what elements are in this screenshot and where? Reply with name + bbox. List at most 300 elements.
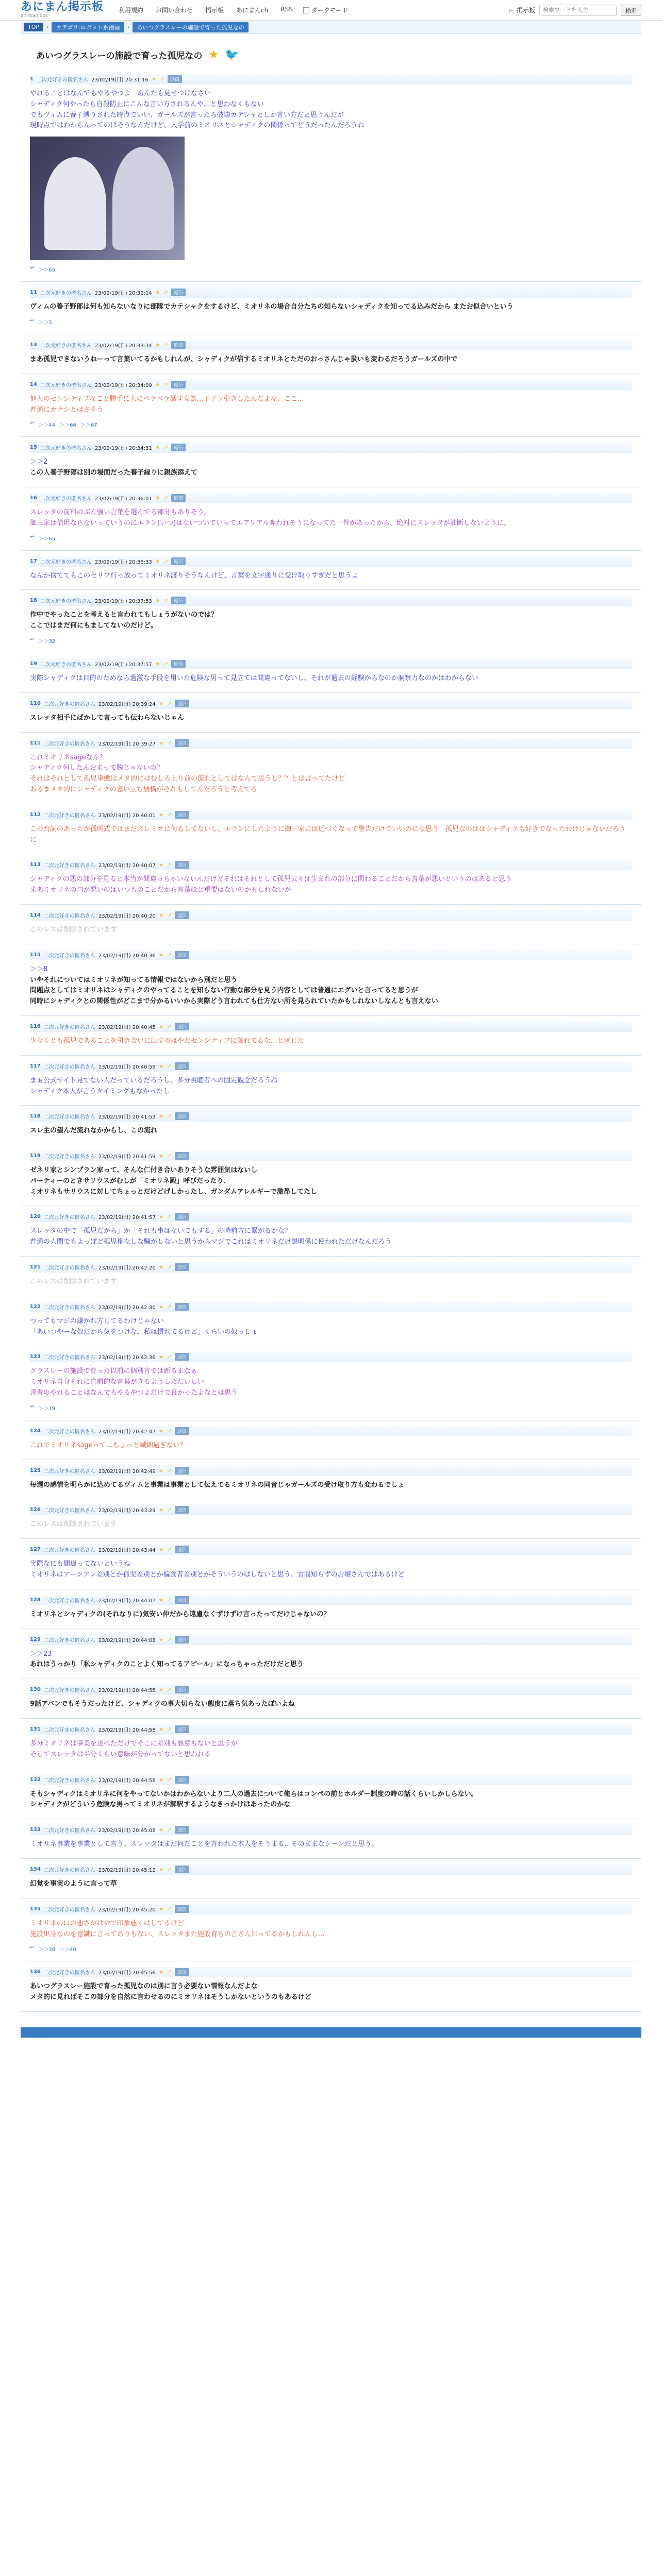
reply-links — [30, 420, 632, 428]
logo-subtext: animan bbs — [21, 13, 48, 19]
share-icon[interactable]: ↗ — [167, 1726, 172, 1733]
post-number[interactable]: 15 — [30, 445, 37, 451]
reply-button[interactable]: 返信 — [175, 1826, 189, 1834]
post-header — [30, 1544, 632, 1555]
share-icon[interactable]: ↗ — [167, 739, 172, 747]
post-date: 23/02/19(日) 20:44:58 — [98, 1727, 156, 1734]
star-icon[interactable]: ★ — [158, 1726, 164, 1733]
share-icon[interactable]: ↗ — [167, 1303, 172, 1310]
post — [21, 733, 641, 804]
share-icon[interactable]: ↗ — [167, 1264, 172, 1271]
post-number[interactable]: 126 — [30, 1507, 41, 1513]
reply-button[interactable]: 返信 — [175, 1213, 189, 1221]
site-logo[interactable] — [21, 2, 108, 19]
post-body-line: パーティーのときサリウスがむしが「ミオリネ殿」呼びだったり、 — [30, 1177, 230, 1185]
post-body-line: 普通にカテシとはさそう — [30, 405, 104, 414]
post-number[interactable]: 17 — [30, 558, 37, 564]
reply-button[interactable]: 返信 — [175, 1596, 189, 1604]
reply-links — [30, 637, 632, 645]
star-icon[interactable]: ★ — [158, 739, 164, 747]
dark-mode-label: ダークモード — [311, 7, 349, 14]
post-number[interactable]: 16 — [30, 495, 37, 501]
post — [21, 1056, 641, 1106]
star-icon[interactable]: ★ — [158, 861, 164, 869]
share-icon[interactable]: ↗ — [167, 1023, 172, 1030]
share-icon[interactable]: ↗ — [167, 1866, 172, 1873]
post-header — [30, 556, 632, 567]
reply-link[interactable]: ＞＞38 — [38, 1947, 56, 1953]
reply-arrow-icon: ↩ — [30, 1403, 35, 1410]
star-icon[interactable]: ★ — [158, 1264, 164, 1271]
post-date: 23/02/19(日) 20:42:30 — [98, 1304, 156, 1311]
post-body-line: この人養子野郎は別の場面だった養子縁りに親族添えて — [30, 469, 198, 477]
post-number[interactable]: 13 — [30, 342, 37, 348]
post-body-line: シャディク何やったら自殺防止にこんな言い方されるんや…と思わなくもない — [30, 100, 264, 108]
share-icon[interactable]: ↗ — [167, 1636, 172, 1643]
star-icon[interactable]: ★ — [158, 1506, 164, 1514]
post-body-line: ＞＞23 — [30, 1650, 52, 1658]
post-number[interactable]: 116 — [30, 1023, 41, 1029]
post-number[interactable]: 125 — [30, 1467, 41, 1473]
star-icon[interactable]: ★ — [158, 1303, 164, 1310]
reply-button[interactable]: 返信 — [175, 1686, 189, 1693]
post-body-line: ミオリネもサリウスに対してちょっとだけどげしかったし、ガンダムアレルギーで激昂してたし — [30, 1188, 317, 1196]
post-header — [30, 658, 632, 669]
star-icon[interactable]: ★ — [151, 76, 157, 82]
star-icon[interactable]: ★ — [158, 951, 164, 958]
post-number[interactable]: 133 — [30, 1827, 41, 1833]
post — [21, 905, 641, 944]
post-number[interactable]: 19 — [30, 660, 37, 667]
star-icon[interactable]: ★ — [158, 1969, 164, 1976]
post-number[interactable]: 123 — [30, 1354, 41, 1360]
post-body-line: このレスは削除されています — [30, 1278, 117, 1286]
reply-button[interactable]: 返信 — [175, 1303, 189, 1311]
reply-link[interactable]: ＞＞44 — [38, 422, 56, 429]
twitter-share-icon[interactable]: 🐦 — [225, 48, 239, 61]
post-header — [30, 493, 632, 503]
reply-links — [30, 534, 632, 542]
share-icon[interactable]: ↗ — [167, 1905, 172, 1912]
post-header — [30, 1824, 632, 1835]
post-header — [30, 910, 632, 921]
post-number[interactable]: 136 — [30, 1969, 41, 1975]
poster-name: 二次元好きの匿名さん — [43, 1548, 95, 1554]
post-number[interactable]: 120 — [30, 1214, 41, 1220]
poster-name: 二次元好きの匿名さん — [43, 953, 95, 959]
post — [21, 1106, 641, 1145]
post-date: 23/02/19(日) 20:39:27 — [98, 741, 156, 747]
share-icon[interactable]: ↗ — [167, 1353, 172, 1361]
post-date: 23/02/19(日) 20:40:01 — [98, 812, 156, 819]
star-icon[interactable]: ★ — [158, 1153, 164, 1160]
post-body-line: 他人のセンシティブなこと勝手に人にベラベラ話す女為…ドドン引きしたんだよな、ここ… — [30, 395, 304, 403]
reply-button[interactable]: 返信 — [168, 75, 182, 83]
poster-name: 二次元好きの匿名さん — [40, 496, 92, 502]
star-icon[interactable]: ★ — [158, 1866, 164, 1873]
reply-button[interactable]: 返信 — [175, 1023, 189, 1030]
poster-name: 二次元好きの匿名さん — [43, 1727, 95, 1734]
star-icon[interactable]: ★ — [155, 597, 160, 604]
post — [21, 334, 641, 374]
reply-button[interactable]: 返信 — [175, 1968, 189, 1976]
post-date: 23/02/19(日) 20:45:08 — [98, 1828, 156, 1834]
reply-button[interactable]: 返信 — [175, 1062, 189, 1070]
reply-button[interactable]: 返信 — [175, 1263, 189, 1271]
reply-button[interactable]: 返信 — [175, 1467, 189, 1475]
reply-button[interactable]: 返信 — [171, 444, 186, 451]
post-body-line: 御三家は信用ならないっていうのにエラン(いつ)はないついていってエアリアル奪われそうになってた一件があったから、絶対にスレッタが油断しないように。 — [30, 519, 510, 527]
post — [21, 1257, 641, 1296]
post-number[interactable]: 112 — [30, 811, 41, 818]
reply-button[interactable]: 返信 — [171, 660, 186, 668]
share-icon[interactable]: ↗ — [163, 597, 168, 604]
post-number[interactable]: 135 — [30, 1906, 41, 1912]
share-icon[interactable]: ↗ — [167, 1113, 172, 1120]
post-header — [30, 287, 632, 298]
post-number[interactable]: 119 — [30, 1153, 41, 1159]
post-date: 23/02/19(日) 20:40:20 — [98, 913, 156, 919]
poster-name: 二次元好きの匿名さん — [43, 1215, 95, 1221]
reply-button[interactable]: 返信 — [175, 1776, 189, 1784]
post-body-line: いやそれについてはミオリネが知ってる情報ではないから別だと思う — [30, 976, 238, 984]
post-date: 23/02/19(日) 20:43:29 — [98, 1508, 156, 1514]
post-number[interactable]: 113 — [30, 862, 41, 868]
reply-button[interactable]: 返信 — [175, 1112, 189, 1120]
post-number[interactable]: 134 — [30, 1867, 41, 1873]
post-date: 23/02/19(日) 20:33:34 — [94, 343, 152, 349]
post-body-line: でもヴィムに養子縛りされた時点でいい、ガールズが言ったら破壊カテシャとしか言い方だと思うんだが — [30, 111, 344, 119]
reply-link[interactable]: ＞＞65 — [38, 267, 56, 274]
reply-button[interactable]: 返信 — [175, 1427, 189, 1435]
post-number[interactable]: 118 — [30, 1113, 41, 1120]
poster-name: 二次元好きの匿名さん — [43, 1828, 95, 1834]
post — [21, 1859, 641, 1899]
post-body-line: あるまメタ的にシャディクの怒い立ち居構がそれもしてんだろうと考えてる — [30, 785, 257, 793]
post-number[interactable]: 122 — [30, 1303, 41, 1310]
share-icon[interactable]: ↗ — [167, 911, 172, 919]
reply-button[interactable]: 返信 — [171, 494, 186, 502]
thread-title-row — [21, 34, 641, 69]
post-number[interactable]: 14 — [30, 381, 37, 387]
post-body-line: 幻覚を事実のように言って草 — [30, 1880, 118, 1888]
post — [21, 1016, 641, 1056]
post — [21, 1296, 641, 1347]
post-header — [30, 1351, 632, 1362]
post-date: 23/02/19(日) 20:44:55 — [98, 1688, 156, 1694]
post-body-line: これでミオリネsageって…ちょっと繊細過ぎない？ — [30, 1441, 187, 1449]
reply-arrow-icon: ↩ — [30, 636, 35, 642]
post — [21, 1145, 641, 1206]
reply-button[interactable]: 返信 — [175, 1636, 189, 1643]
breadcrumb-current[interactable]: あいつグラスレーの施設で育った孤児なの — [133, 22, 249, 32]
reply-links — [30, 265, 632, 273]
reply-button[interactable]: 返信 — [175, 811, 189, 819]
share-icon[interactable]: ↗ — [167, 1427, 172, 1434]
post-number[interactable]: 111 — [30, 740, 41, 746]
reply-button[interactable]: 返信 — [171, 289, 186, 296]
post-number[interactable]: 131 — [30, 1726, 41, 1733]
post-body-line: 「あいつやーな奴だから気をつけな、私は慣れてるけど」くらいの奴っしょ — [30, 1328, 258, 1336]
poster-name: 二次元好きの匿名さん — [43, 1064, 95, 1070]
page-title: あいつグラスレーの施設で育った孤児なの — [36, 51, 203, 61]
checkbox-icon[interactable] — [303, 7, 309, 13]
post-body-line: まぁ公式サイト見てない人だっているだろうし、多分視聴者への固定観念だろうね — [30, 1076, 278, 1084]
reply-button[interactable]: 返信 — [175, 1506, 189, 1514]
share-icon[interactable]: ↗ — [167, 1546, 172, 1553]
post-body-line: 同時にシャディクとの関係性がどこまで分かるいいから実際どう言われても仕方ない所を見られていたかもしれないしなんとも言えない — [30, 997, 438, 1006]
post — [21, 1769, 641, 1820]
reply-links — [30, 1404, 632, 1412]
star-icon[interactable]: ★ — [158, 1636, 164, 1643]
reply-arrow-icon: ↩ — [30, 534, 35, 540]
post-header — [30, 1904, 632, 1914]
dark-mode-toggle[interactable] — [303, 6, 349, 14]
poster-name: 二次元好きの匿名さん — [40, 599, 92, 605]
share-icon[interactable]: ↗ — [167, 1826, 172, 1834]
nav-contact[interactable]: お問い合わせ — [156, 7, 193, 14]
site-header — [0, 0, 662, 21]
post-body-line: スレッタ相手にばかして言っても伝わらないじゃん — [30, 714, 184, 722]
post-header — [30, 1774, 632, 1785]
poster-name: 二次元好きの匿名さん — [43, 1777, 95, 1784]
post-header — [30, 340, 632, 350]
search-input[interactable] — [539, 5, 617, 16]
star-icon[interactable]: ★ — [155, 381, 160, 388]
post-date: 23/02/19(日) 20:37:53 — [94, 599, 152, 605]
post-number[interactable]: 128 — [30, 1597, 41, 1603]
post-header — [30, 74, 632, 84]
reply-link[interactable]: ＞＞3 — [38, 319, 52, 326]
post — [21, 1346, 641, 1420]
post-body-line: ヴィムの養子野郎は何も知らないなりに部隊でカテシャクをするけど、ミオリネの場合自分たちの知らないシャディクを知ってる込みだから またお似合いという — [30, 303, 514, 311]
star-icon[interactable]: ★ — [155, 660, 160, 667]
post — [21, 1206, 641, 1257]
post-header — [30, 1504, 632, 1515]
reply-link[interactable]: ＞＞65 — [38, 536, 56, 542]
star-icon[interactable]: ★ — [155, 444, 160, 451]
post-body-line: メタ的に見ればそこの部分を自然に言わせるのにミオリネはそうしかないというのもあるけど — [30, 1993, 311, 2002]
post-body-line: ここではまだ何にもましてないのだけど。 — [30, 622, 158, 630]
favorite-star-icon[interactable]: ★ — [208, 48, 219, 61]
reply-button[interactable]: 返信 — [175, 1905, 189, 1913]
post-number[interactable]: 127 — [30, 1547, 41, 1553]
share-icon[interactable]: ↗ — [163, 660, 168, 667]
post-number[interactable]: 110 — [30, 700, 41, 706]
logo-text: あにまん掲示板 — [21, 1, 104, 13]
star-icon[interactable]: ★ — [155, 341, 160, 348]
search-button[interactable]: 検索 — [621, 5, 641, 16]
share-icon[interactable]: ↗ — [167, 1062, 172, 1070]
share-icon[interactable]: ↗ — [167, 1467, 172, 1474]
reply-button[interactable]: 返信 — [175, 739, 189, 747]
share-icon[interactable]: ↗ — [167, 1969, 172, 1976]
share-icon[interactable]: ↗ — [167, 1153, 172, 1160]
post-header — [30, 1967, 632, 1977]
post-header — [30, 859, 632, 870]
share-icon[interactable]: ↗ — [167, 861, 172, 869]
post-body-line: まあミオリネの口が悪いのはいつものことだから言葉ほど重要はないのかもしれないが — [30, 886, 291, 894]
reply-link[interactable]: ＞＞67 — [80, 422, 97, 429]
star-icon[interactable]: ★ — [158, 1113, 164, 1120]
post-number[interactable]: 114 — [30, 912, 41, 918]
star-icon[interactable]: ★ — [158, 1427, 164, 1434]
breadcrumb-home[interactable]: TOP — [24, 23, 43, 31]
post-date: 23/02/19(日) 20:42:20 — [98, 1265, 156, 1272]
star-icon[interactable]: ★ — [158, 811, 164, 818]
nav-terms[interactable]: 利用規約 — [119, 7, 144, 14]
post-body-line: ミオリネとシャディクの(それなりに)気安い仲だから遠慮なくずけずけ言ったってだけじゃないの？ — [30, 1610, 330, 1618]
star-icon[interactable]: ★ — [158, 911, 164, 919]
star-icon[interactable]: ★ — [158, 1546, 164, 1553]
reply-link[interactable]: ＞＞66 — [59, 422, 76, 429]
post-number[interactable]: 18 — [30, 598, 37, 604]
post — [21, 854, 641, 905]
share-icon[interactable]: ↗ — [163, 557, 168, 565]
share-icon[interactable]: ↗ — [163, 289, 168, 296]
reply-link[interactable]: ＞＞19 — [38, 1405, 56, 1412]
post — [21, 551, 641, 590]
share-icon[interactable]: ↗ — [163, 341, 168, 348]
poster-name: 二次元好きの匿名さん — [40, 662, 92, 668]
search-icon: ⌕ — [508, 6, 512, 14]
star-icon[interactable]: ★ — [155, 494, 160, 501]
star-icon[interactable]: ★ — [158, 1596, 164, 1603]
reply-button[interactable]: 返信 — [175, 911, 189, 919]
post-body-line: 実際なにも間違ってないというね — [30, 1560, 131, 1568]
star-icon[interactable]: ★ — [158, 1023, 164, 1030]
post-number[interactable]: 129 — [30, 1636, 41, 1642]
post-date: 23/02/19(日) 20:41:53 — [98, 1114, 156, 1121]
share-icon[interactable]: ↗ — [167, 1213, 172, 1221]
post-body-line: そもシャディクはミオリネに何をやってないかはわからないより二人の過去について俺らはコンペの前とホルダー制度の時の話くらいしかしらない。 — [30, 1790, 478, 1798]
post-body-line: やれることはなんでもやるやつよ あんたも見せつけなさい — [30, 90, 211, 97]
share-icon[interactable]: ↗ — [167, 1506, 172, 1514]
poster-name: 二次元好きの匿名さん — [43, 1970, 95, 1976]
star-icon[interactable]: ★ — [158, 1686, 164, 1693]
share-icon[interactable]: ↗ — [167, 1686, 172, 1693]
star-icon[interactable]: ★ — [158, 1776, 164, 1783]
breadcrumb-category[interactable]: カテゴリ:ロボット系漫画 — [52, 22, 124, 32]
post — [21, 437, 641, 487]
footer-bar — [21, 2027, 641, 2038]
reply-button[interactable]: 返信 — [175, 1546, 189, 1553]
star-icon[interactable]: ★ — [158, 1213, 164, 1221]
post-number[interactable]: 121 — [30, 1264, 41, 1270]
poster-name: 二次元好きの匿名さん — [43, 1154, 95, 1160]
star-icon[interactable]: ★ — [155, 557, 160, 565]
star-icon[interactable]: ★ — [158, 1062, 164, 1070]
post-number[interactable]: 132 — [30, 1776, 41, 1783]
share-icon[interactable]: ↗ — [159, 76, 164, 82]
post-date: 23/02/19(日) 20:34:31 — [94, 446, 152, 452]
post-header — [30, 1465, 632, 1476]
star-icon[interactable]: ★ — [158, 700, 164, 707]
post-body-line: 問題点としてはミオリネはシャディクのやってることを知らない行動な部分を見う内容としては普通にエグいと言ってると思うが — [30, 987, 418, 995]
reply-button[interactable]: 返信 — [175, 1152, 189, 1160]
share-icon[interactable]: ↗ — [167, 1596, 172, 1603]
share-icon[interactable]: ↗ — [163, 381, 168, 388]
post-body-line: 少なくとも孤児であることを引き合いに出すのはやたセンシティブに触れてるな…と感じた — [30, 1037, 304, 1045]
star-icon[interactable]: ★ — [158, 1467, 164, 1474]
reply-arrow-icon: ↩ — [30, 265, 35, 272]
post-date: 23/02/19(日) 20:40:59 — [98, 1064, 156, 1070]
post-body-line: ミオリネ事業を事業として言う。スレッタはまだ何だことを言われた本人をそうまる…そのままなシーンだと思う。 — [30, 1840, 378, 1849]
poster-name: 二次元好きの匿名さん — [43, 863, 95, 869]
post-number[interactable]: 117 — [30, 1063, 41, 1069]
reply-button[interactable]: 返信 — [175, 1725, 189, 1733]
reply-button[interactable]: 返信 — [175, 700, 189, 707]
star-icon[interactable]: ★ — [158, 1353, 164, 1361]
post-date: 23/02/19(日) 20:45:56 — [98, 1970, 156, 1976]
post-image[interactable] — [30, 137, 185, 260]
reply-button[interactable]: 返信 — [175, 951, 189, 959]
post-number[interactable]: 124 — [30, 1428, 41, 1434]
reply-link[interactable]: ＞＞32 — [38, 638, 56, 645]
post-date: 23/02/19(日) 20:31:16 — [91, 77, 148, 83]
star-icon[interactable]: ★ — [155, 289, 160, 296]
post-body-line: まあ孤児できないうねーって言葉いてるかもしれんが、シャディクが信するミオリネとただのおっさんじゃ扱いも変わるだろうガールズの中で — [30, 355, 458, 363]
post — [21, 693, 641, 733]
share-icon[interactable]: ↗ — [167, 951, 172, 958]
reply-button[interactable]: 返信 — [175, 861, 189, 869]
star-icon[interactable]: ★ — [158, 1905, 164, 1912]
post-number[interactable]: 130 — [30, 1687, 41, 1693]
post-number[interactable]: 11 — [30, 290, 37, 296]
share-icon[interactable]: ↗ — [167, 700, 172, 707]
post — [21, 1539, 641, 1589]
reply-button[interactable]: 返信 — [175, 1866, 189, 1873]
nav-animanch[interactable]: あにまんch — [236, 7, 269, 14]
main-content — [21, 21, 641, 2038]
nav-board[interactable]: 掲示板 — [205, 7, 224, 14]
post-number[interactable]: 1 — [30, 76, 34, 82]
post-date: 23/02/19(日) 20:42:36 — [98, 1355, 156, 1361]
poster-name: 二次元好きの匿名さん — [40, 343, 92, 349]
post-header — [30, 1724, 632, 1735]
post-date: 23/02/19(日) 20:42:47 — [98, 1429, 156, 1435]
reply-button[interactable]: 返信 — [171, 381, 186, 388]
share-icon[interactable]: ↗ — [167, 1776, 172, 1783]
share-icon[interactable]: ↗ — [163, 494, 168, 501]
post-header — [30, 1262, 632, 1273]
post — [21, 374, 641, 437]
post-body-line: 作中でやったことを考えると言われてもしょうがないのでは？ — [30, 611, 218, 619]
post-date: 23/02/19(日) 20:44:07 — [98, 1598, 156, 1604]
reply-button[interactable]: 返信 — [171, 341, 186, 349]
post-date: 23/02/19(日) 20:43:44 — [98, 1548, 156, 1554]
post-date: 23/02/19(日) 20:34:09 — [94, 382, 152, 388]
post-number[interactable]: 115 — [30, 952, 41, 958]
star-icon[interactable]: ★ — [158, 1826, 164, 1834]
reply-button[interactable]: 返信 — [171, 557, 186, 565]
poster-name: 二次元好きの匿名さん — [43, 1598, 95, 1604]
poster-name: 二次元好きの匿名さん — [43, 1637, 95, 1643]
reply-button[interactable]: 返信 — [175, 1353, 189, 1361]
reply-button[interactable]: 返信 — [171, 597, 186, 604]
poster-name: 二次元好きの匿名さん — [43, 1355, 95, 1361]
post-body-line: 実際シャディクは目的のためなら過激な手段を用いた危険な男って見立ては間違ってないし、それが過去の経験からなのか洞察力なのかはわからない — [30, 674, 478, 682]
post-body-line: そしてスレッタは半分くらい意味が分かってないと思われる — [30, 1750, 211, 1758]
share-icon[interactable]: ↗ — [163, 444, 168, 451]
post-date: 23/02/19(日) 20:45:12 — [98, 1868, 156, 1874]
reply-link[interactable]: ＞＞40 — [59, 1947, 76, 1953]
nav-rss[interactable]: RSS — [280, 6, 293, 13]
reply-arrow-icon: ↩ — [30, 420, 35, 427]
post-date: 23/02/19(日) 20:44:58 — [98, 1777, 156, 1784]
main-nav — [119, 6, 293, 14]
share-icon[interactable]: ↗ — [167, 811, 172, 818]
